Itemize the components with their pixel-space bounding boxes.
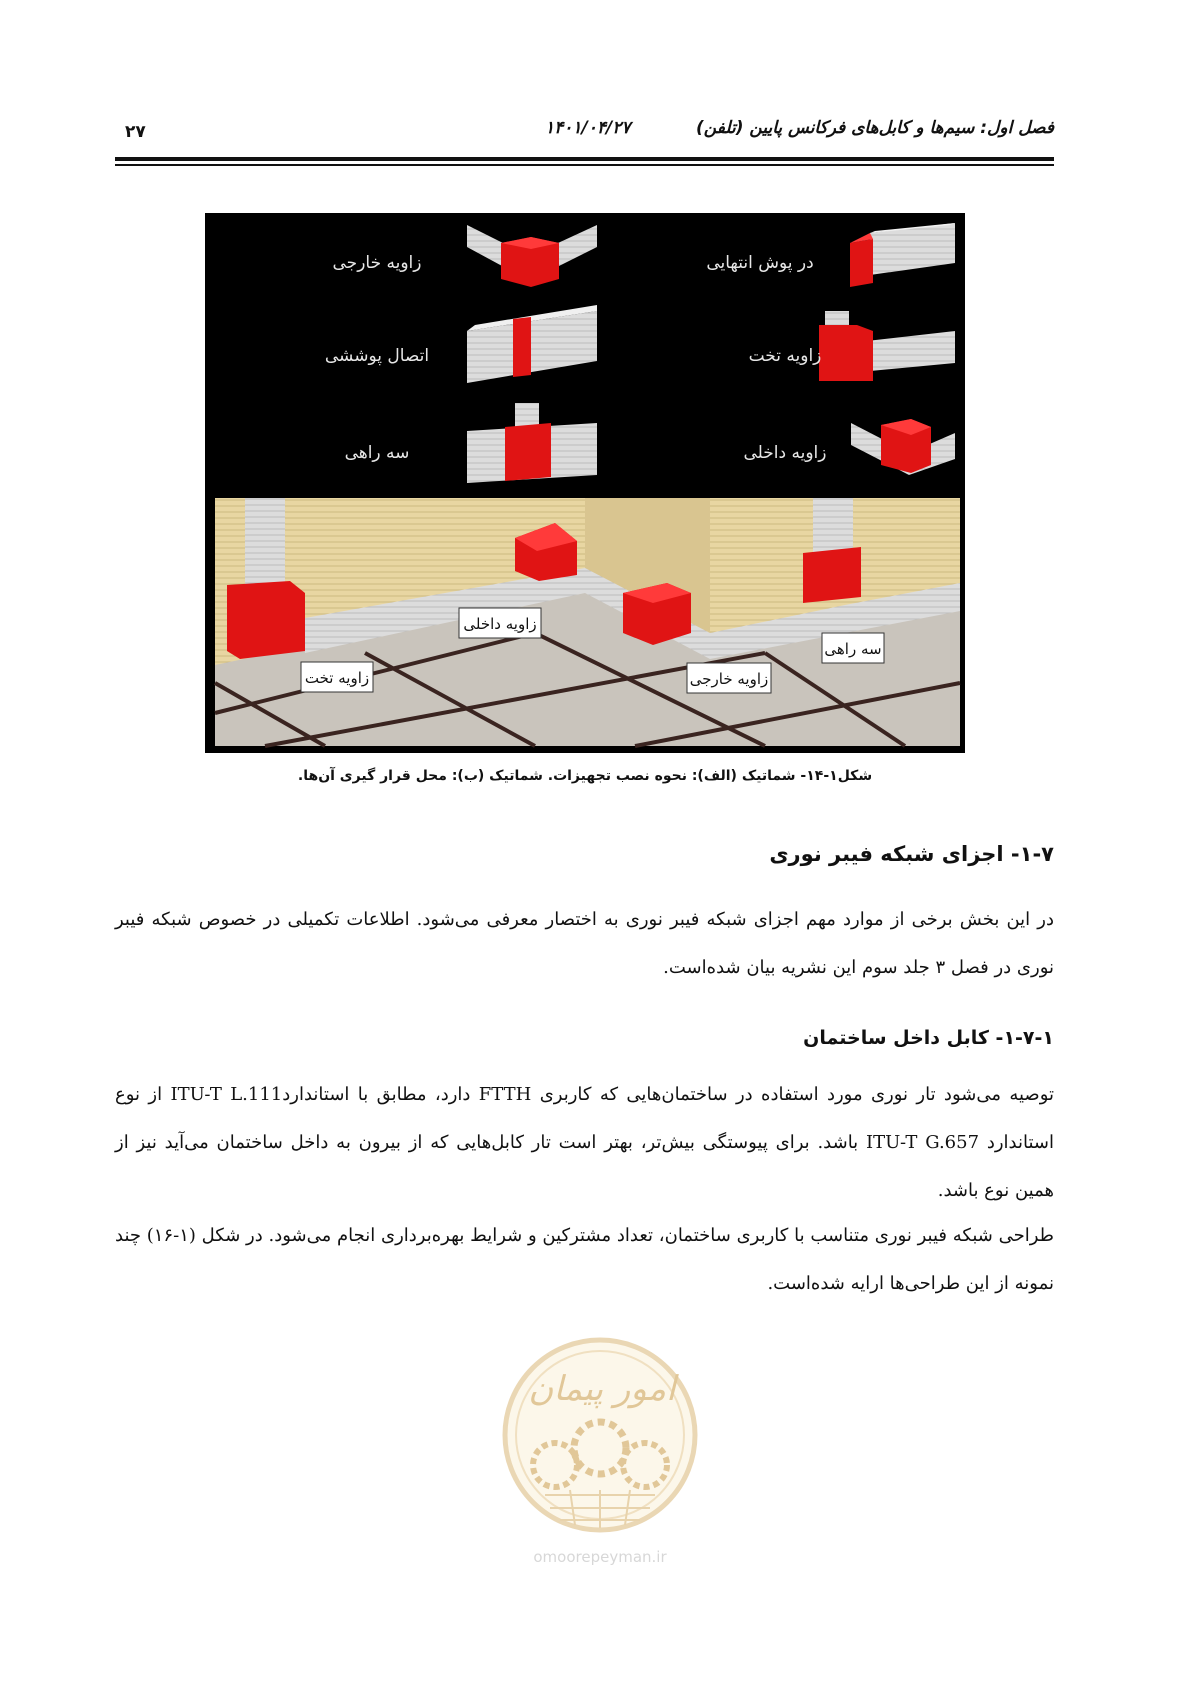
watermark-seal-icon <box>490 1330 710 1570</box>
internal-corner-icon <box>851 419 955 475</box>
install-label-tee: سه راهی <box>824 640 882 658</box>
installation-scene <box>215 498 960 746</box>
subsection-paragraph-1: توصیه می‌شود تار نوری مورد استفاده در ساختمان‌هایی که کاربری FTTH دارد، مطابق با استانداردITU-T L.111 از نوع استاندارد ITU-T G.657 باشد. برای پیوستگی بیش‌تر، بهتر است تار کابل‌هایی که از بیرون به داخل ساختمان می‌آید نیز از همین نوع باشد. <box>115 1084 1055 1201</box>
install-label-internal-corner: زاویه داخلی <box>463 615 537 633</box>
flat-corner-icon <box>819 311 955 381</box>
chapter-title: فصل اول: سیم‌ها و کابل‌های فرکانس پایین (تلفن) <box>696 118 1054 138</box>
install-label-external-corner: زاویه خارجی <box>689 670 769 688</box>
label-flat-corner: زاویه تخت <box>748 346 822 366</box>
header-rule-thick <box>115 157 1054 161</box>
watermark-url: omoorepeyman.ir <box>533 1548 667 1566</box>
figure-caption: شکل۱-۱۴- شماتیک (الف): نحوه نصب تجهیزات. شماتیک (ب): محل قرار گیری آن‌ها. <box>297 768 873 784</box>
tee-fitting <box>803 547 861 603</box>
tee-icon <box>467 403 597 483</box>
section-heading: ۱-۷- اجزای شبکه فیبر نوری <box>769 842 1054 866</box>
label-cover-joint: اتصال پوششی <box>324 346 430 366</box>
watermark-logo <box>490 1330 710 1570</box>
subsection-heading: ۱-۷-۱- کابل داخل ساختمان <box>803 1027 1054 1049</box>
install-label-flat-corner: زاویه تخت <box>304 669 370 687</box>
header-date: ۱۴۰۱/۰۴/۲۷ <box>545 118 631 138</box>
label-tee: سه راهی <box>344 443 410 463</box>
svg-text:امور پیمان: امور پیمان <box>528 1369 676 1409</box>
label-external-corner: زاویه خارجی <box>332 253 422 273</box>
page-number: ۲۷ <box>125 122 146 142</box>
figure-illustration <box>205 213 965 753</box>
flat-corner-fitting <box>227 581 305 659</box>
cover-joint-icon <box>467 305 597 383</box>
page-header <box>115 118 1054 150</box>
section-paragraph: در این بخش برخی از موارد مهم اجزای شبکه فیبر نوری به اختصار معرفی می‌شود. اطلاعات تکمیلی در خصوص شبکه فیبر نوری در فصل ۳ جلد سوم این نشریه بیان شده‌است. <box>115 909 1054 978</box>
end-cap-icon <box>850 223 955 287</box>
figure-duct-fittings <box>205 213 965 753</box>
label-end-cap: در پوش انتهایی <box>706 253 814 273</box>
subsection-paragraph-2: طراحی شبکه فیبر نوری متناسب با کاربری ساختمان، تعداد مشترکین و شرایط بهره‌برداری انجام می‌شود. در شکل (۱-۱۶) چند نمونه از این طراحی‌ها ارایه شده‌است. <box>115 1225 1054 1294</box>
header-rule-thin <box>115 164 1054 166</box>
external-corner-icon <box>467 225 597 287</box>
label-internal-corner: زاویه داخلی <box>743 443 827 463</box>
